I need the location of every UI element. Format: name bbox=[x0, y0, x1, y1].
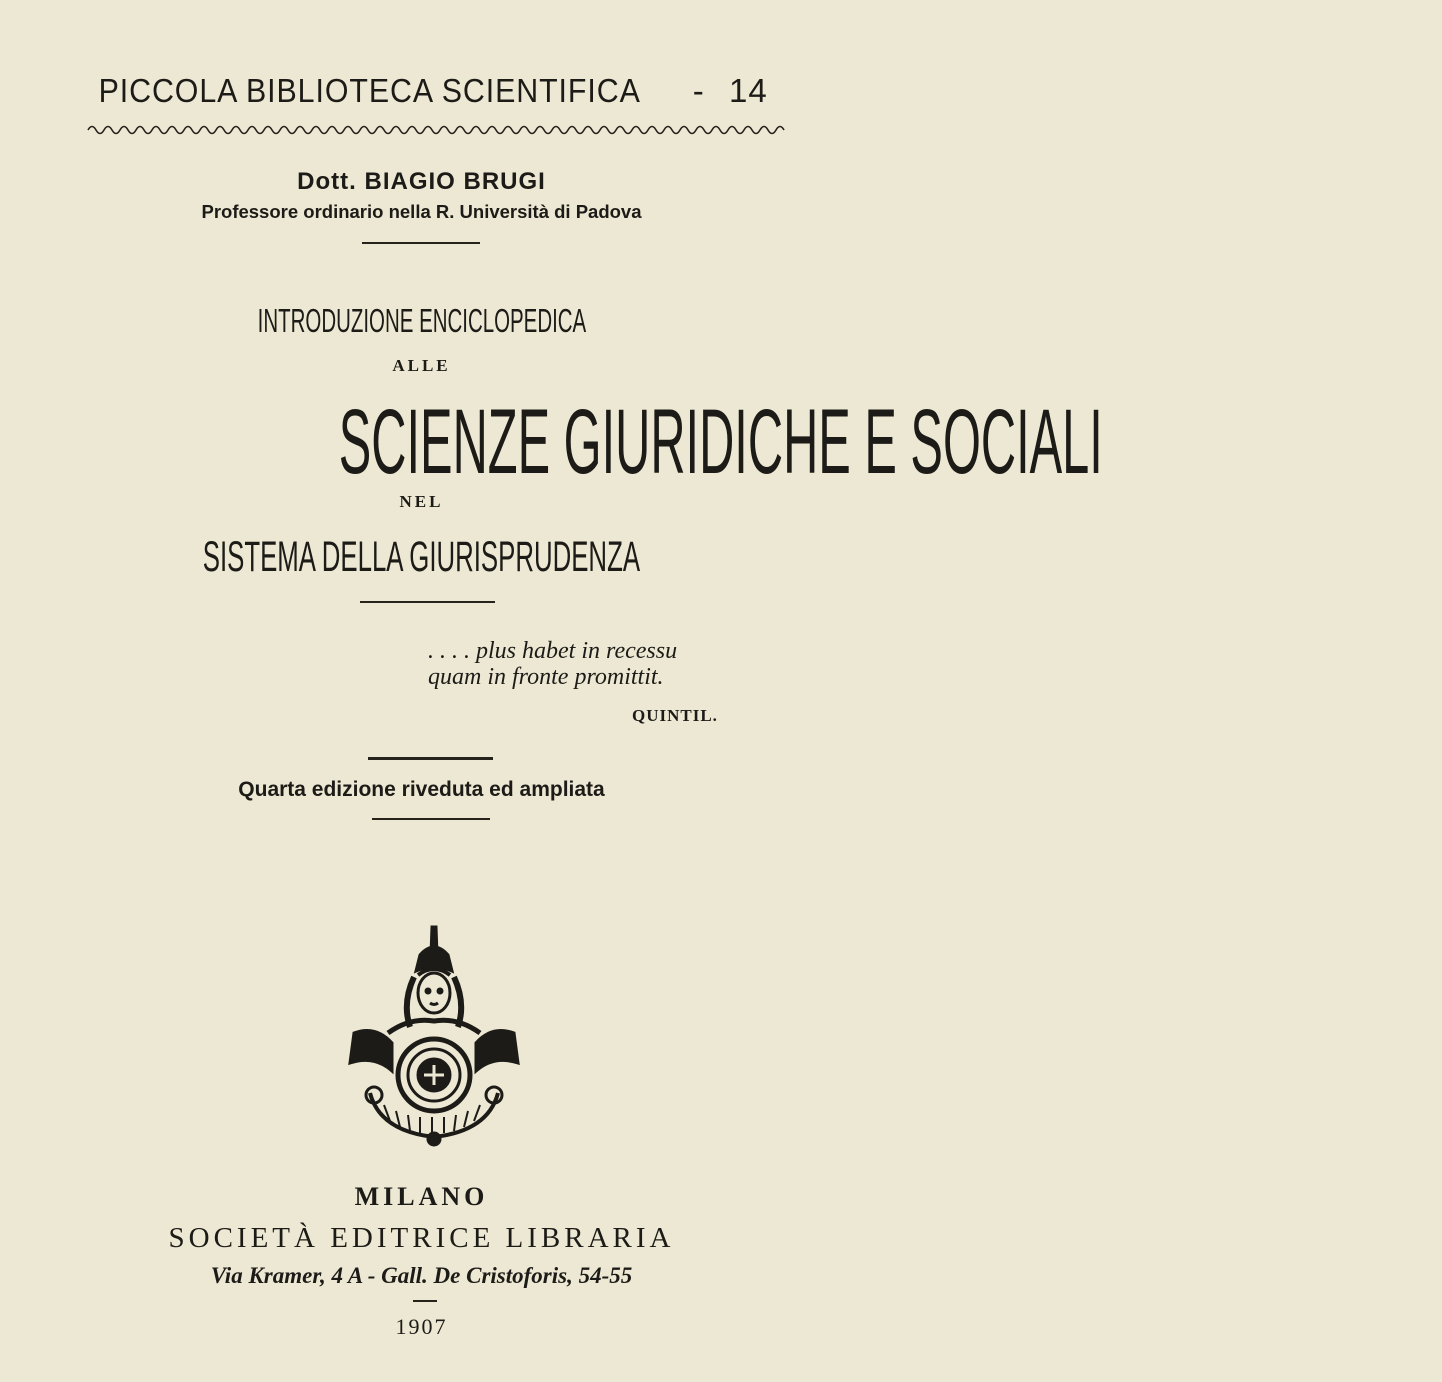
imprint-year: 1907 bbox=[395, 1314, 448, 1339]
series-title: PICCOLA BIBLIOTECA SCIENTIFICA bbox=[98, 72, 642, 109]
author-name: Dott. BIAGIO BRUGI bbox=[297, 168, 546, 195]
wavy-rule bbox=[88, 120, 783, 138]
publisher-emblem-icon bbox=[340, 925, 515, 1147]
divider-4 bbox=[372, 818, 490, 820]
title-subtitle: SISTEMA DELLA GIURISPRUDENZA bbox=[202, 533, 641, 581]
author-affiliation: Professore ordinario nella R. Università di Padova bbox=[201, 201, 642, 222]
title-intro: INTRODUZIONE ENCICLOPEDICA bbox=[257, 302, 586, 339]
divider-5 bbox=[413, 1300, 437, 1302]
title-nel: NEL bbox=[399, 492, 444, 511]
title-alle: ALLE bbox=[392, 356, 451, 375]
imprint-publisher: SOCIETÀ EDITRICE LIBRARIA bbox=[168, 1222, 675, 1254]
epigraph-line-1: . . . . plus habet in recessu bbox=[428, 638, 678, 664]
divider-3 bbox=[368, 757, 493, 760]
edition-note: Quarta edizione riveduta ed ampliata bbox=[238, 778, 605, 801]
imprint-city: MILANO bbox=[354, 1182, 489, 1211]
series-number: 14 bbox=[728, 72, 768, 109]
series-separator: - bbox=[692, 72, 705, 109]
epigraph-source: QUINTIL. bbox=[632, 706, 718, 725]
imprint-address: Via Kramer, 4 A - Gall. De Cristoforis, 54-55 bbox=[210, 1263, 633, 1288]
divider-2 bbox=[360, 601, 495, 603]
divider-1 bbox=[362, 242, 480, 244]
title-main: SCIENZE GIURIDICHE E SOCIALI bbox=[338, 391, 1103, 493]
epigraph-line-2: quam in fronte promittit. bbox=[428, 664, 664, 690]
series-header bbox=[0, 72, 843, 110]
